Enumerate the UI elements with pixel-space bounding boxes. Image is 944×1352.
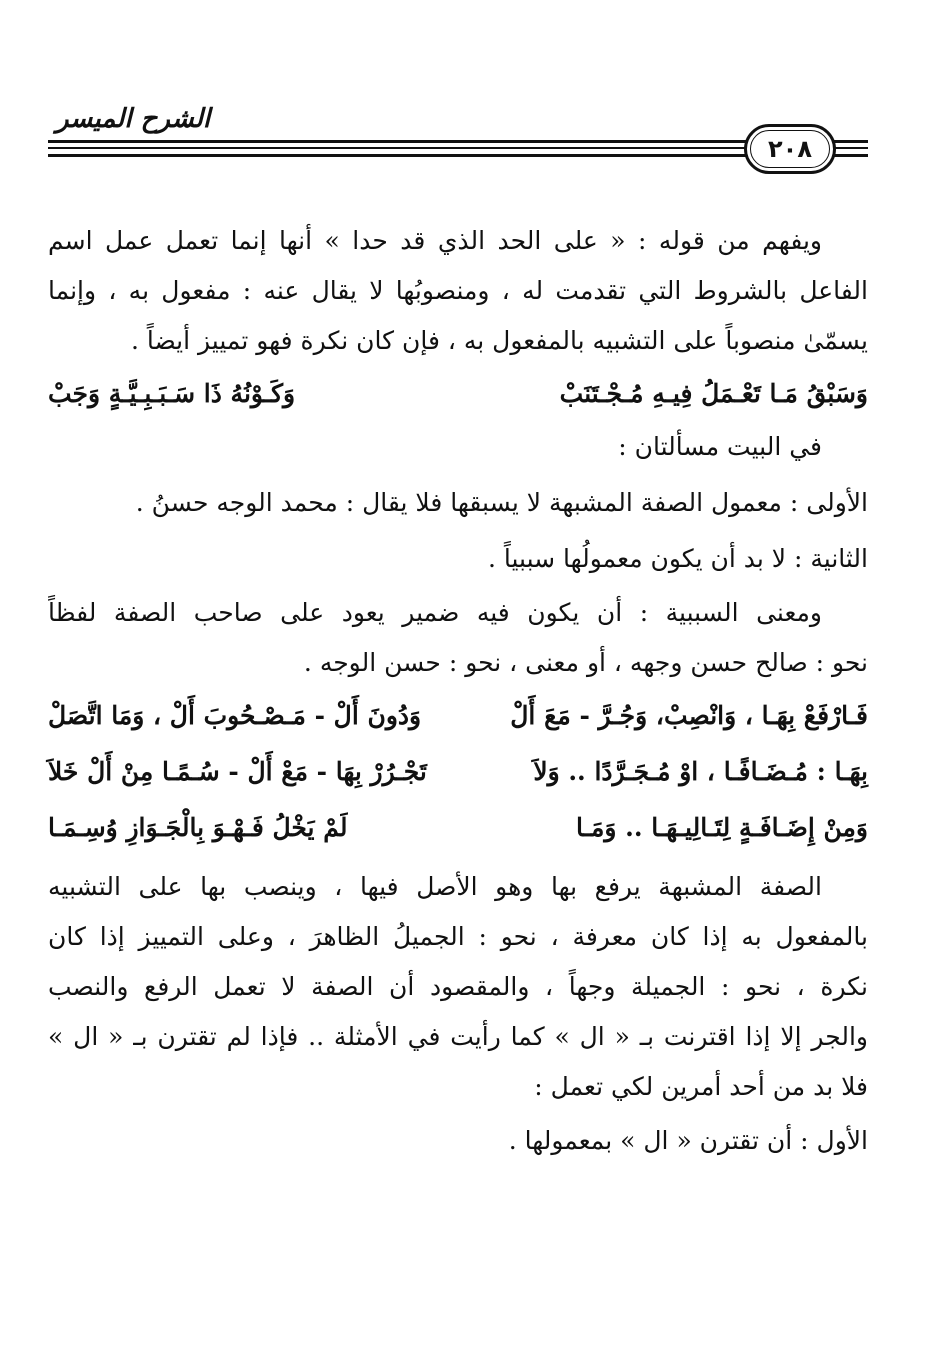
header-rule xyxy=(830,154,868,157)
page-header xyxy=(48,98,868,188)
verse-second-hemistich: تَجْـرُرْ بِهَا - مَعْ أَلْ - سُـمًـا مِنْ أَلْ خَلاَ xyxy=(48,757,427,786)
paragraph-line: نحو : صالح حسن وجهه ، أو معنى ، نحو : حسن الوجه . xyxy=(303,648,868,677)
header-rule xyxy=(830,140,868,143)
page-number-frame xyxy=(744,124,836,174)
verse-line xyxy=(48,800,868,856)
paragraph-line: فلا بد من أحد أمرين لكي تعمل : xyxy=(534,1072,868,1101)
paragraph-line: نكرة ، نحو : الجميلة وجهاً ، والمقصود أن الصفة لا تعمل الرفع والنصب xyxy=(48,972,868,1001)
verse-first-hemistich: بِهَـا : مُـضَـافًـا ، اوْ مُـجَـرَّدًا .. وَلاَ xyxy=(533,757,868,786)
verse-first-hemistich: فَـارْفَعْ بِهَـا ، وَانْصِبْ، وَجُـرَّ - مَعَ أَلْ xyxy=(510,701,868,730)
paragraph-line: الأول : أن تقترن « ال » بمعمولها . xyxy=(508,1126,868,1155)
paragraph-line: ويفهم من قوله : « على الحد الذي قد حدا » أنها إنما تعمل عمل اسم xyxy=(48,226,822,255)
paragraph-line: في البيت مسألتان : xyxy=(618,432,822,461)
running-title: الشرح الميسر xyxy=(56,104,211,134)
verse-second-hemistich: وَدُونَ أَلْ - مَـصْـحُوبَ أَلْ ، وَمَا اتَّصَلْ xyxy=(48,701,422,730)
paragraph-line: الأولى : معمول الصفة المشبهة لا يسبقها فلا يقال : محمد الوجه حسنُ . xyxy=(135,488,868,517)
verse-line xyxy=(48,744,868,800)
paragraph-line: والجر إلا إذا اقترنت بـ « ال » كما رأيت في الأمثلة .. فإذا لم تقترن بـ « ال » xyxy=(48,1022,868,1051)
paragraph-line: بالمفعول به إذا كان معرفة ، نحو : الجميلُ الظاهرَ ، وعلى التمييز إذا كان xyxy=(48,922,868,951)
paragraph-line: يسمّىٰ منصوباً على التشبيه بالمفعول به ، فإن كان نكرة فهو تمييز أيضاً . xyxy=(130,326,868,355)
verse-line xyxy=(48,366,868,422)
paragraph-line: الثانية : لا بد أن يكون معمولُها سببياً . xyxy=(487,544,868,573)
header-rule xyxy=(48,147,748,149)
header-rule xyxy=(48,154,748,157)
paragraph-line: ومعنى السببية : أن يكون فيه ضمير يعود على صاحب الصفة لفظاً xyxy=(48,598,822,627)
page-number: ٢٠٨ xyxy=(768,135,812,163)
verse-second-hemistich: وَكَـوْنُهُ ذَا سَـبَـبِـيَّـةٍ وَجَبْ xyxy=(48,379,296,408)
verse-line xyxy=(48,688,868,744)
paragraph-line: الفاعل بالشروط التي تقدمت له ، ومنصوبُها لا يقال عنه : مفعول به ، وإنما xyxy=(48,276,868,305)
paragraph-line: الصفة المشبهة يرفع بها وهو الأصل فيها ، وينصب بها على التشبيه xyxy=(48,872,822,901)
verse-first-hemistich: وَمِنْ إِضَـافَـةٍ لِتَـالِيـهَـا .. وَمَـا xyxy=(576,813,868,842)
header-rule xyxy=(48,140,748,143)
page-body xyxy=(48,216,868,1166)
verse-second-hemistich: لَمْ يَخْلُ فَـهْـوَ بِالْجَـوَازِ وُسِـمَـا xyxy=(48,813,348,842)
verse-first-hemistich: وَسَبْقُ مَـا تَعْـمَلُ فِيـهِ مُـجْـتَنَبْ xyxy=(559,379,868,408)
